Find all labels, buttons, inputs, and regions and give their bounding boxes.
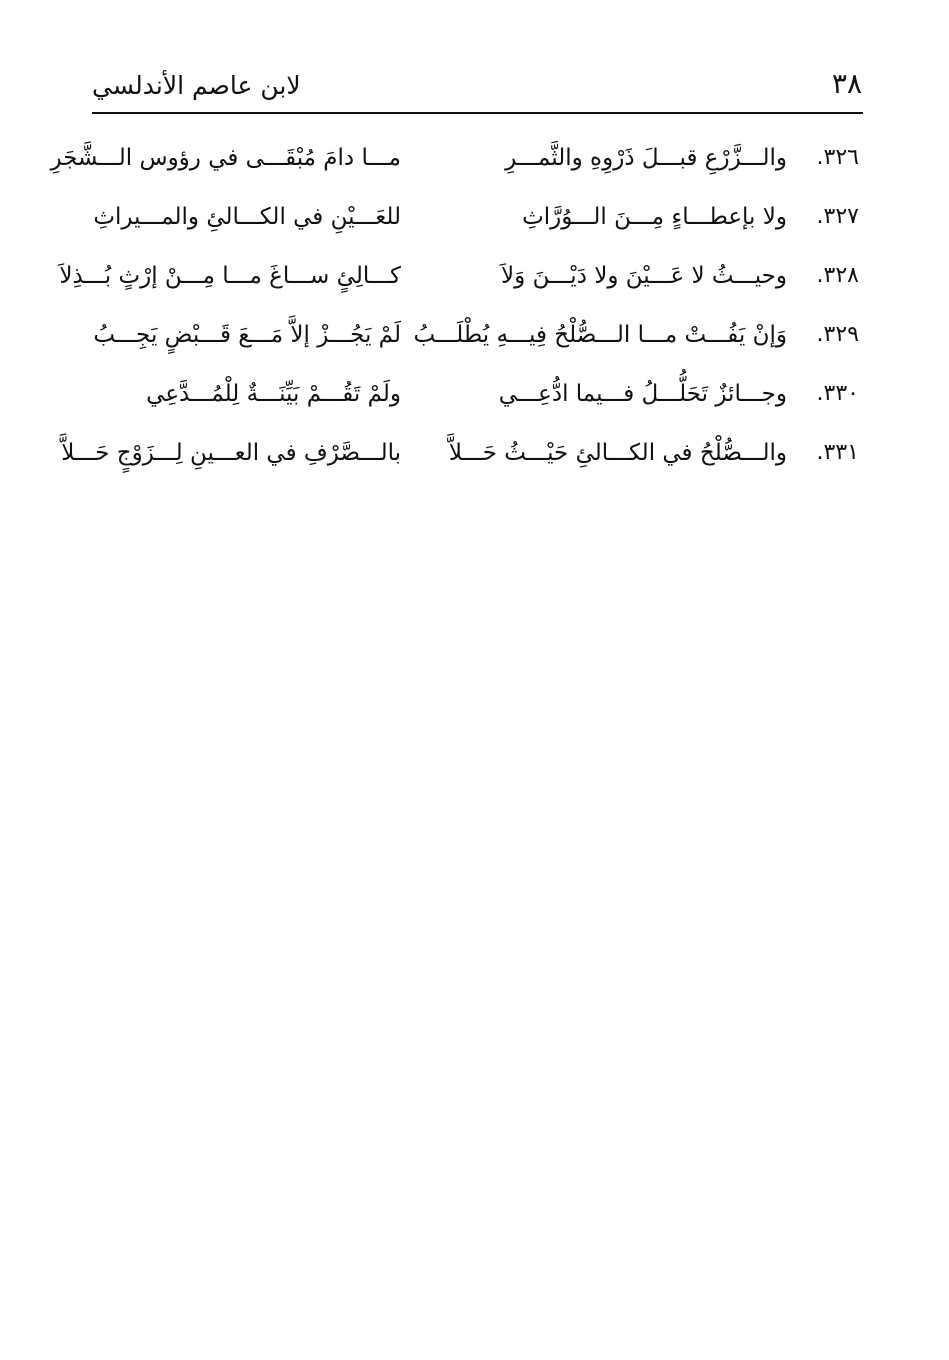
second-hemistich: ولَمْ تَقُـــمْ بَيِّنَـــةٌ لِلْمُـــدَّعِي (146, 381, 401, 407)
second-hemistich: للعَـــيْنِ في الكـــالئِ والمـــيراثِ (93, 204, 401, 230)
running-title: لابن عاصم الأندلسي (92, 71, 301, 100)
first-hemistich: ولا بإعطـــاءٍ مِـــنَ الـــوُرَّاثِ (522, 204, 787, 230)
verse-row (0, 191, 949, 250)
page-number: ٣٨ (831, 67, 862, 100)
verse-row (0, 309, 949, 368)
first-hemistich: والـــزَّرْعِ قبـــلَ ذَرْوِهِ والثَّمـــرِ (505, 145, 787, 171)
header-rule (92, 112, 863, 114)
verse-row (0, 427, 949, 486)
first-hemistich: وَإنْ يَفُـــتْ مـــا الـــصُّلْحُ فِيـــهِ يُطْلَـــبُ (413, 322, 787, 348)
verse-list (0, 132, 949, 486)
verse-number: ٣٢٨. (816, 263, 859, 288)
verse-number: ٣٢٩. (816, 322, 859, 347)
second-hemistich: كـــالِئٍ ســـاغَ مـــا مِـــنْ إرْثٍ بُـــذِلاَ (59, 263, 401, 289)
verse-row (0, 250, 949, 309)
verse-row (0, 132, 949, 191)
first-hemistich: وحيـــثُ لا عَـــيْنَ ولا دَيْـــنَ وَلاَ (501, 263, 787, 289)
first-hemistich: وجـــائزٌ تَحَلُّـــلُ فـــيما ادُّعِـــي (498, 381, 787, 407)
verse-number: ٣٢٧. (816, 204, 859, 229)
verse-row (0, 368, 949, 427)
verse-number: ٣٢٦. (816, 145, 859, 170)
second-hemistich: بالـــصَّرْفِ في العـــينِ لِـــزَوْجٍ حَـــلاَّ (61, 440, 401, 466)
first-hemistich: والـــصُّلْحُ في الكـــالئِ حَيْـــثُ حَـــلاَّ (448, 440, 787, 466)
second-hemistich: مـــا دامَ مُبْقَـــى في رؤوس الـــشَّجَرِ (50, 145, 401, 171)
verse-number: ٣٣١. (816, 440, 859, 465)
second-hemistich: لَمْ يَجُـــزْ إلاَّ مَـــعَ قَـــبْضٍ يَجِـــبُ (93, 322, 401, 348)
page-header (92, 66, 862, 110)
verse-number: ٣٣٠. (816, 381, 859, 406)
